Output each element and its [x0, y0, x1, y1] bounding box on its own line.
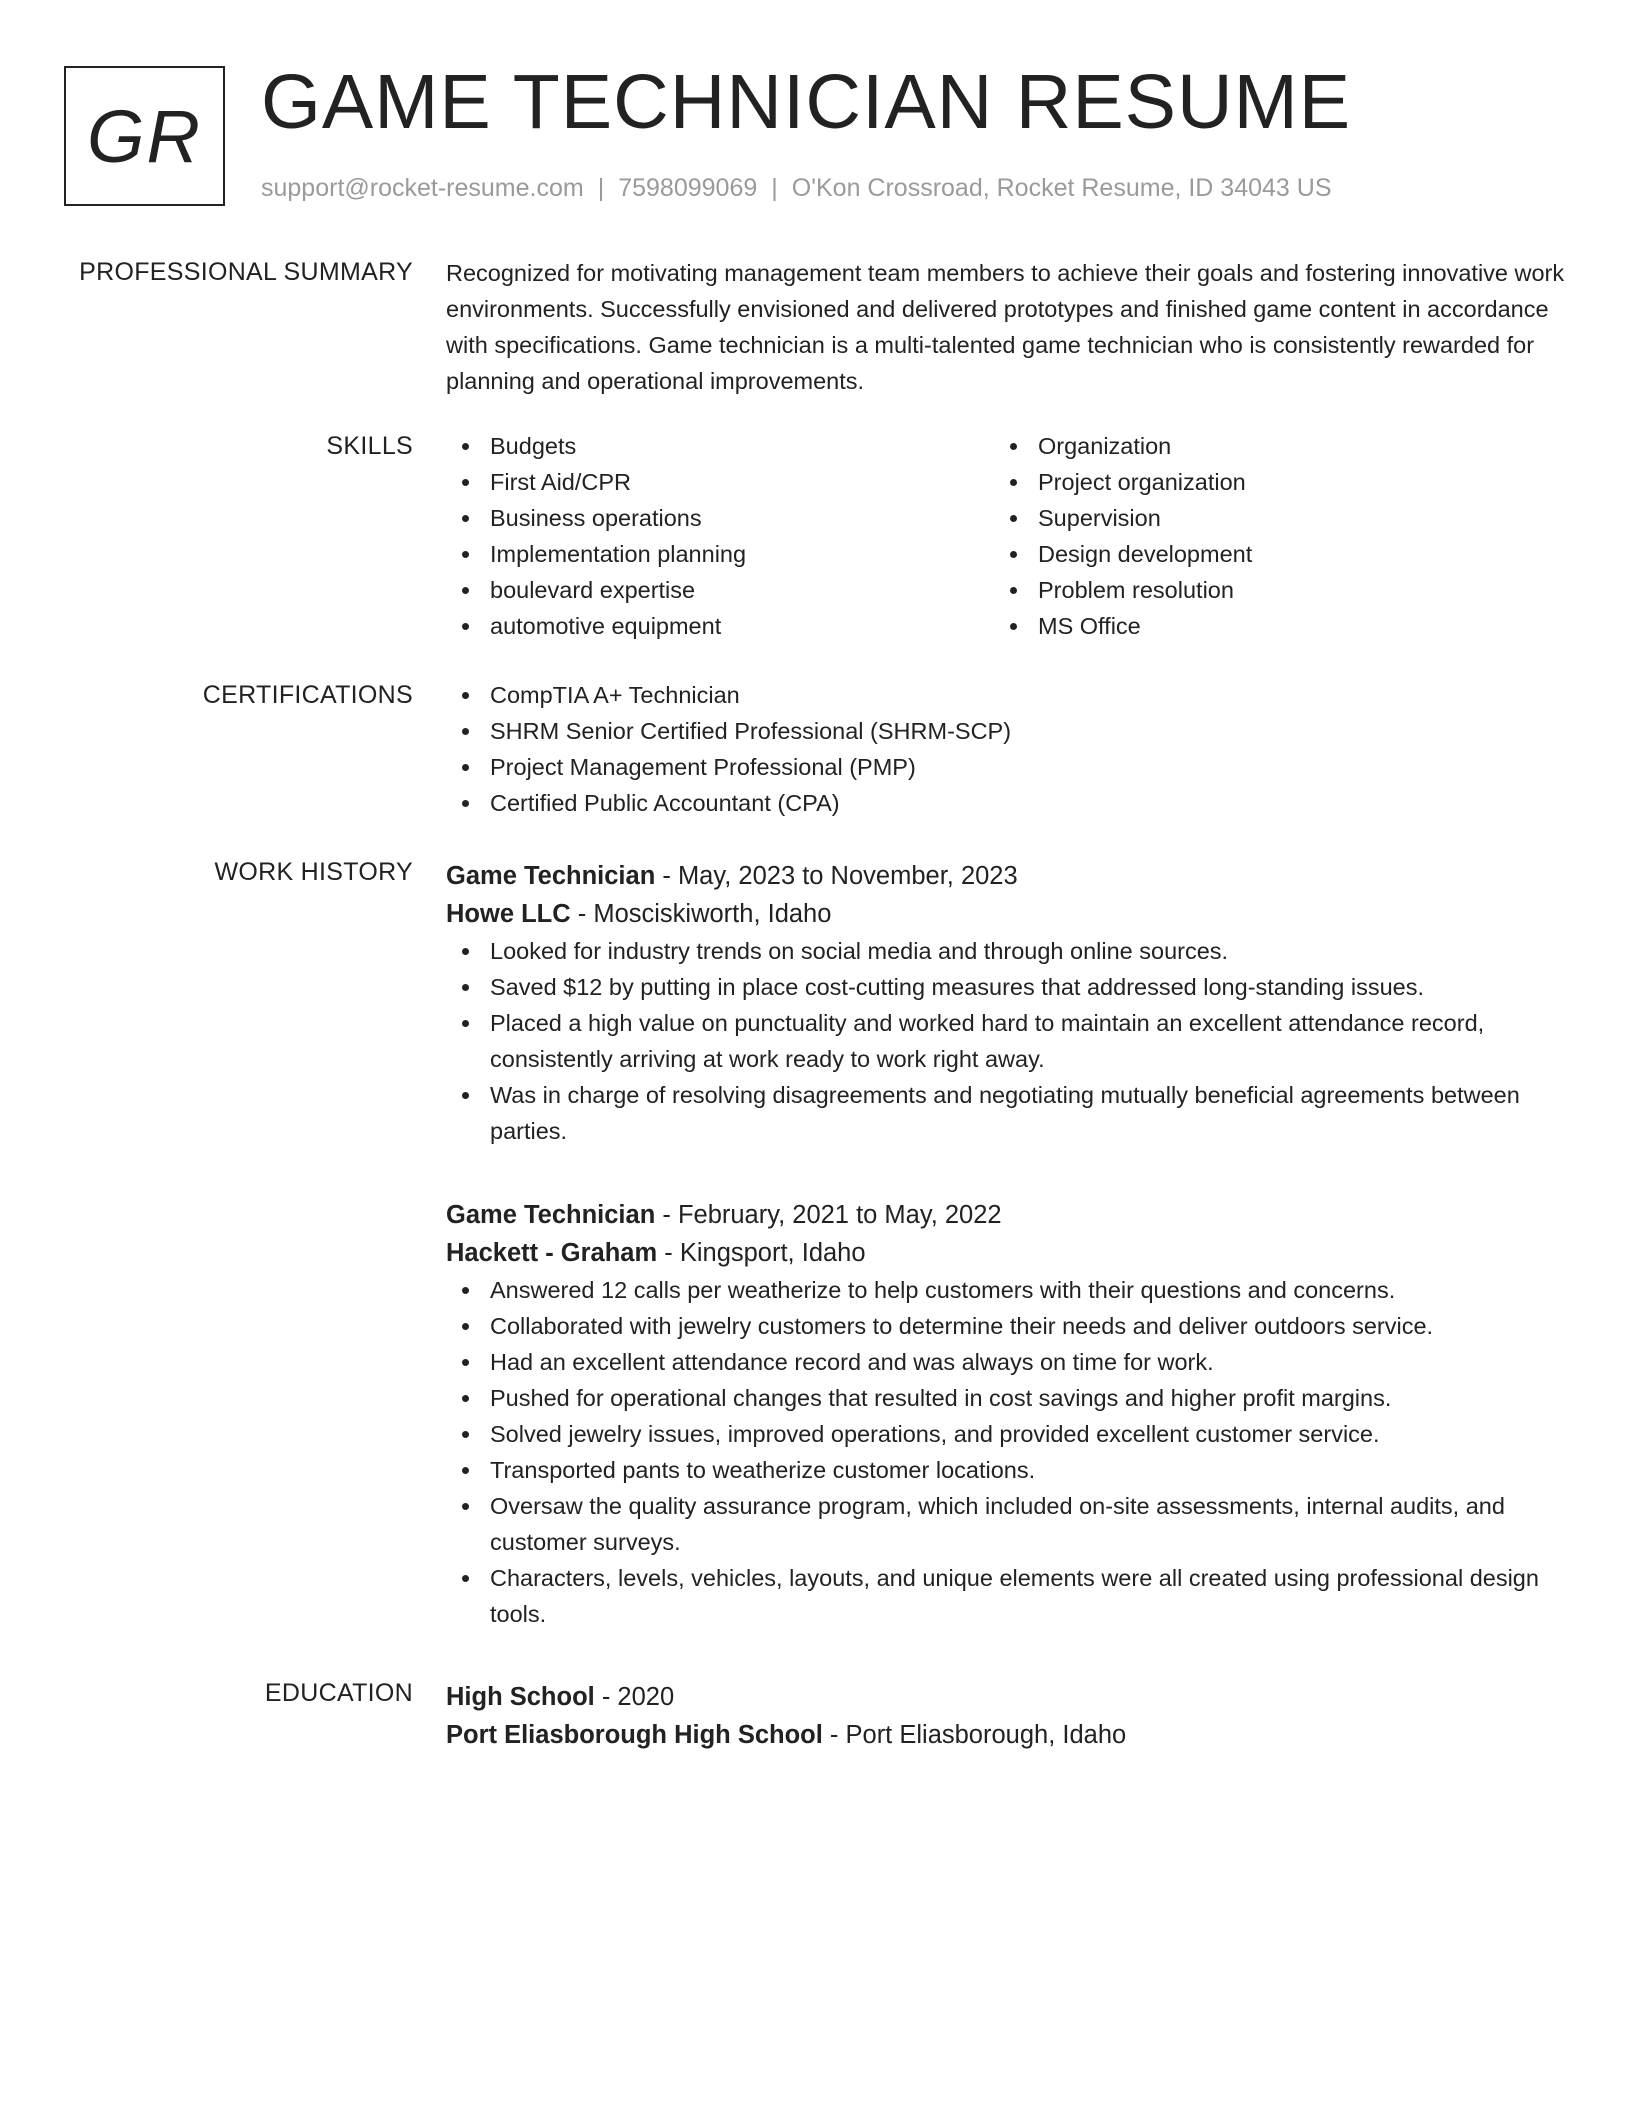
education-location: - Port Eliasborough, Idaho [822, 1721, 1127, 1749]
certification-item: Project Management Professional (PMP) [446, 749, 1566, 785]
summary-heading: PROFESSIONAL SUMMARY [79, 258, 413, 286]
contact-phone[interactable]: 7598099069 [618, 174, 758, 202]
contact-separator: | [597, 174, 605, 202]
skill-item: Implementation planning [446, 536, 994, 572]
job-bullet: Pushed for operational changes that resulted in cost savings and higher profit margins. [446, 1380, 1566, 1416]
skill-item: Project organization [994, 464, 1542, 500]
skill-item: MS Office [994, 608, 1542, 644]
resume-title: GAME TECHNICIAN RESUME [261, 59, 1352, 145]
certifications-heading: CERTIFICATIONS [202, 681, 413, 709]
job-bullet: Transported pants to weatherize customer locations. [446, 1452, 1566, 1488]
certification-item: Certified Public Accountant (CPA) [446, 785, 1566, 821]
education-degree: High School [446, 1683, 595, 1711]
education-school-line [446, 1716, 1566, 1754]
skills-column-right [994, 428, 1542, 644]
skills-heading: SKILLS [326, 432, 413, 460]
job-bullet: Had an excellent attendance record and was always on time for work. [446, 1344, 1566, 1380]
skill-item: boulevard expertise [446, 572, 994, 608]
job-location: - Mosciskiworth, Idaho [570, 900, 832, 928]
job-bullet: Characters, levels, vehicles, layouts, and unique elements were all created using professional design tools. [446, 1560, 1566, 1632]
contact-separator: | [771, 174, 778, 202]
job-location: - Kingsport, Idaho [657, 1239, 866, 1267]
job-bullets [446, 1272, 1566, 1632]
job-title-line [446, 857, 1566, 895]
skill-item: Business operations [446, 500, 994, 536]
job-bullet: Saved $12 by putting in place cost-cutting measures that addressed long-standing issues. [446, 969, 1566, 1005]
job-title-line [446, 1196, 1566, 1234]
certifications-list [446, 677, 1566, 821]
skill-item: Supervision [994, 500, 1542, 536]
skill-item: First Aid/CPR [446, 464, 994, 500]
job-entry [446, 857, 1566, 1149]
job-title: Game Technician [446, 1201, 656, 1229]
monogram-logo: GR [64, 66, 225, 206]
job-bullet: Placed a high value on punctuality and worked hard to maintain an excellent attendance record, consistently arriving at work ready to work right away. [446, 1005, 1566, 1077]
job-bullet: Collaborated with jewelry customers to determine their needs and deliver outdoors service. [446, 1308, 1566, 1344]
job-bullet: Looked for industry trends on social media and through online sources. [446, 933, 1566, 969]
job-entry [446, 1196, 1566, 1632]
skill-item: Organization [994, 428, 1542, 464]
skill-item: Budgets [446, 428, 994, 464]
certification-item: CompTIA A+ Technician [446, 677, 1566, 713]
job-bullet: Answered 12 calls per weatherize to help customers with their questions and concerns. [446, 1272, 1566, 1308]
job-bullet: Oversaw the quality assurance program, which included on-site assessments, internal audits, and customer surveys. [446, 1488, 1566, 1560]
job-bullet: Solved jewelry issues, improved operations, and provided excellent customer service. [446, 1416, 1566, 1452]
skill-item: Design development [994, 536, 1542, 572]
contact-line [261, 174, 1332, 203]
skill-item: automotive equipment [446, 608, 994, 644]
education-heading: EDUCATION [264, 1679, 413, 1707]
job-company: Hackett - Graham [446, 1239, 658, 1267]
job-bullet: Was in charge of resolving disagreements and negotiating mutually beneficial agreements between parties. [446, 1077, 1566, 1149]
education-year: - 2020 [594, 1683, 675, 1711]
certification-item: SHRM Senior Certified Professional (SHRM-SCP) [446, 713, 1566, 749]
skills-list [446, 428, 1566, 644]
summary-text: Recognized for motivating management team members to achieve their goals and fostering innovative work environments. Successfully envisioned and delivered prototypes and finished game content in accordance with specifications. Game technician is a multi-talented game technician who is consistently rewarded for planning and operational improvements. [446, 260, 1565, 394]
job-company: Howe LLC [446, 900, 571, 928]
job-dates: - February, 2021 to May, 2022 [655, 1201, 1002, 1229]
skills-column-left [446, 428, 994, 644]
education-entry [446, 1678, 1566, 1754]
job-company-line [446, 895, 1566, 933]
contact-address: O'Kon Crossroad, Rocket Resume, ID 34043 US [791, 174, 1332, 202]
contact-email[interactable]: support@rocket-resume.com [261, 174, 584, 202]
job-bullets [446, 933, 1566, 1149]
skill-item: Problem resolution [994, 572, 1542, 608]
job-company-line [446, 1234, 1566, 1272]
education-degree-line [446, 1678, 1566, 1716]
work-history-heading: WORK HISTORY [214, 858, 413, 886]
job-dates: - May, 2023 to November, 2023 [655, 862, 1018, 890]
education-school: Port Eliasborough High School [446, 1721, 823, 1749]
job-title: Game Technician [446, 862, 656, 890]
